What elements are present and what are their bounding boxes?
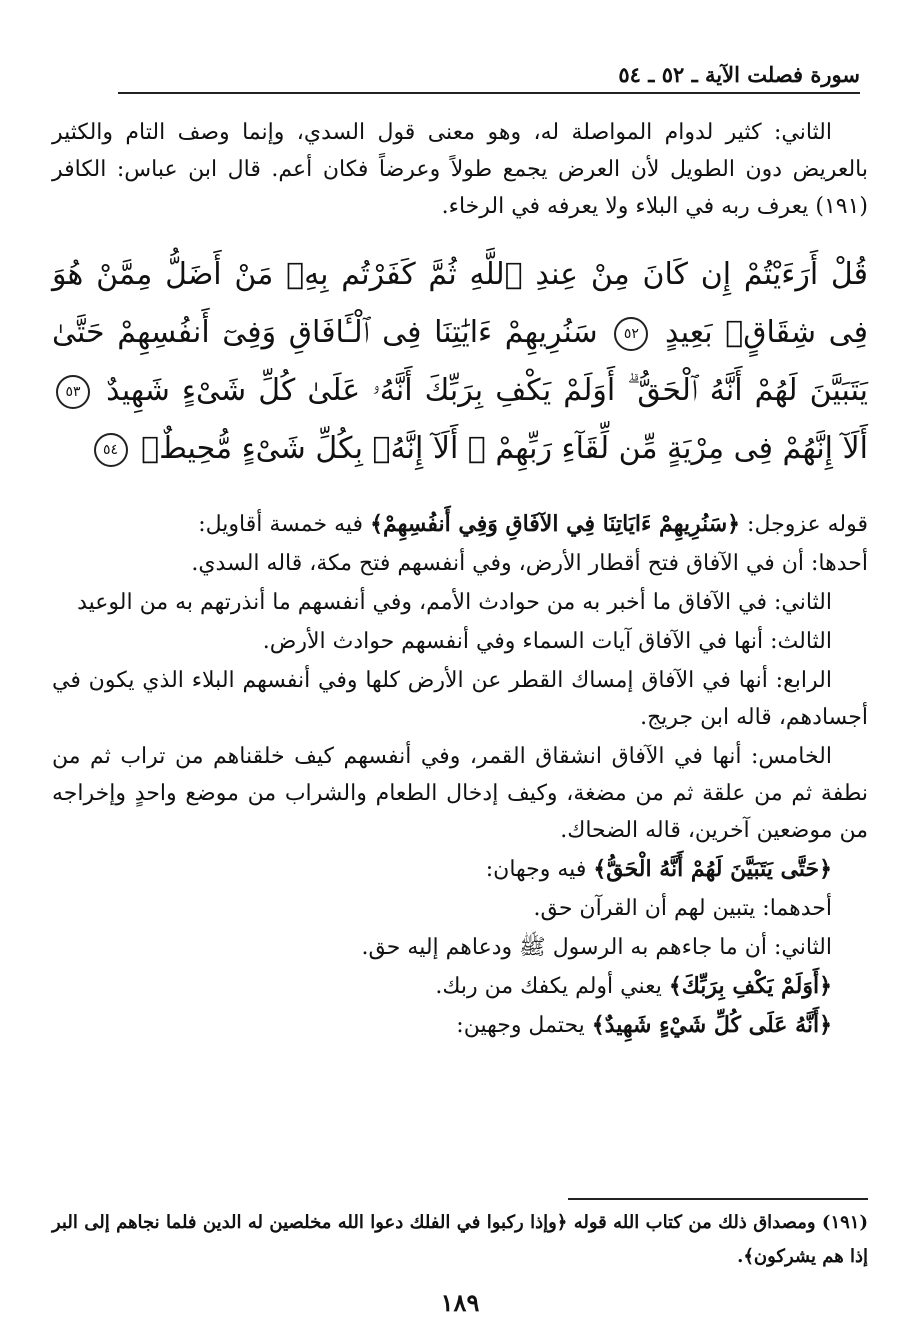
ayah-54-text: أَلَآ إِنَّهُمْ فِى مِرْيَةٍ مِّن لِّقَآءِ رَبِّهِمْ ۗ أَلَآ إِنَّهُۥ بِكُلِّ شَىْءٍ مُّحِيطٌۢ <box>141 431 868 466</box>
aspect-1: أحدهما: يتبين لهم أن القرآن حق. <box>533 896 832 921</box>
opinion-5: الخامس: أنها في الآفاق انشقاق القمر، وفي أنفسهم كيف خلقناهم من تراب ثم من نطفة ثم من علقة ثم من مضغة، وكيف إدخال الطعام والشراب من موضع واحدٍ وإخراجه من موضعين آخرين، قاله الضحاك. <box>52 744 868 843</box>
commentary-tail: يحتمل وجهين: <box>456 1013 592 1038</box>
commentary-verse-4 <box>52 1007 868 1044</box>
running-header <box>118 58 860 94</box>
commentary-block <box>52 506 868 1046</box>
intro-paragraph: الثاني: كثير لدوام المواصلة له، وهو معنى قول السدي، وإنما وصف التام والكثير بالعريض دون الطويل لأن العرض يجمع طولاً وعرضاً فكان أعم. قال ابن عباس: الكافر (١٩١) يعرف ربه في البلاء ولا يعرفه في الرخاء. <box>52 120 868 219</box>
opinion-1: أحدها: أن في الآفاق فتح أقطار الأرض، وفي أنفسهم فتح مكة، قاله السدي. <box>191 551 868 576</box>
quoted-verse: ﴿أَنَّهُ عَلَى كُلِّ شَيْءٍ شَهِيدٌ﴾ <box>591 1012 832 1038</box>
commentary-tail: فيه وجهان: <box>485 857 594 882</box>
ayah-54-marker: ٥٤ <box>94 433 128 467</box>
commentary-tail: فيه خمسة أقاويل: <box>198 512 371 537</box>
commentary-intro <box>52 506 868 543</box>
ayah-53-text: سَنُرِيهِمْ ءَايَٰتِنَا فِى ٱلْـَٔافَاقِ وَفِىٓ أَنفُسِهِمْ حَتَّىٰ يَتَبَيَّنَ لَهُمْ أَنَّهُ ٱلْحَقُّ ۗ أَوَلَمْ يَكْفِ بِرَبِّكَ أَنَّهُۥ عَلَىٰ كُلِّ شَىْءٍ شَهِيدٌ <box>52 315 868 408</box>
footnote: (١٩١) ومصداق ذلك من كتاب الله قوله ﴿وإذا ركبوا في الفلك دعوا الله مخلصين له الدين فلما نجاهم إلى البر إذا هم يشركون﴾. <box>52 1212 868 1267</box>
page-number: ١٨٩ <box>440 1288 480 1317</box>
commentary-lead: قوله عزوجل: <box>740 512 868 537</box>
opinion-3: الثالث: أنها في الآفاق آيات السماء وفي أنفسهم حوادث الأرض. <box>262 629 832 654</box>
quran-verses-block <box>52 246 868 478</box>
opinion-4: الرابع: أنها في الآفاق إمساك القطر عن الأرض كلها وفي أنفسهم البلاء الذي يكون في أجسادهم، قاله ابن جريج. <box>52 668 868 730</box>
commentary-verse-3 <box>52 968 868 1005</box>
intro-block <box>52 114 868 227</box>
header-title: سورة فصلت الآية ـ ٥٢ ـ ٥٤ <box>618 62 860 87</box>
commentary-verse-2 <box>52 851 868 888</box>
commentary-tail: يعني أولم يكفك من ربك. <box>435 974 669 999</box>
ayah-52-text: قُلْ أَرَءَيْتُمْ إِن كَانَ مِنْ عِندِ ٱللَّهِ ثُمَّ كَفَرْتُم بِهِۦ مَنْ أَضَلُّ مِمَّنْ هُوَ فِى شِقَاقٍۭ بَعِيدٍ <box>52 257 868 350</box>
opinion-2: الثاني: في الآفاق ما أخبر به من حوادث الأمم، وفي أنفسهم ما أنذرتهم به من الوعيد <box>77 590 832 615</box>
ayah-52-marker: ٥٢ <box>614 317 648 351</box>
footnote-divider <box>568 1198 868 1200</box>
quoted-verse: ﴿سَنُرِيهِمْ ءَايَاتِنَا فِي الآفَاقِ وَفِي أَنفُسِهِمْ﴾ <box>370 511 741 537</box>
quoted-verse: ﴿أَوَلَمْ يَكْفِ بِرَبِّكَ﴾ <box>668 973 832 999</box>
quoted-verse: ﴿حَتَّى يَتَبَيَّنَ لَهُمْ أَنَّهُ الْحَقُّ﴾ <box>593 856 832 882</box>
ayah-53-marker: ٥٣ <box>56 375 90 409</box>
aspect-2: الثاني: أن ما جاءهم به الرسول ﷺ ودعاهم إليه حق. <box>361 935 832 960</box>
